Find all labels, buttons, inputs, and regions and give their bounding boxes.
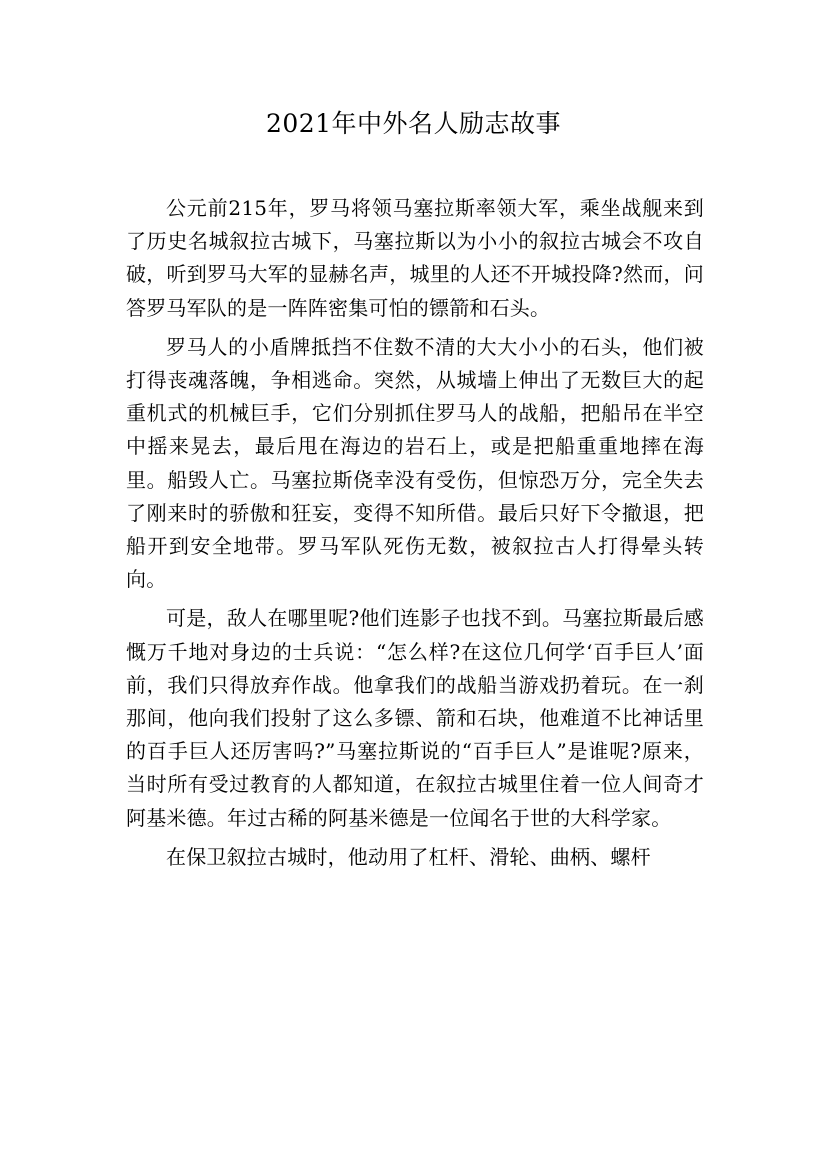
paragraph-2: 罗马人的小盾牌抵挡不住数不清的大大小小的石头，他们被打得丧魂落魄，争相逃命。突然，从城墙上伸出了无数巨大的起重机式的机械巨手，它们分别抓住罗马人的战船，把船吊在半空中摇来晃去，最后甩在海边的岩石上，或是把船重重地摔在海里。船毁人亡。马塞拉斯侥幸没有受伤，但惊恐万分，完全失去了刚来时的骄傲和狂妄，变得不知所借。最后只好下令撤退，把船开到安全地带。罗马军队死伤无数，被叙拉古人打得晕头转向。 <box>126 334 704 592</box>
paragraph-4: 在保卫叙拉古城时，他动用了杠杆、滑轮、曲柄、螺杆 <box>166 844 651 869</box>
paragraph-3: 可是，敌人在哪里呢?他们连影子也找不到。马塞拉斯最后感慨万千地对身边的士兵说：“怎么样?在这位几何学‘百手巨人’面前，我们只得放弃作战。他拿我们的战船当游戏扔着玩。在一刹那间，他向我们投射了这么多镖、箭和石块，他难道不比神话里的百手巨人还厉害吗?”马塞拉斯说的“百手巨人”是谁呢?原来，当时所有受过教育的人都知道，在叙拉古城里住着一位人间奇才阿基米德。年过古稀的阿基米德是一位闻名于世的大科学家。 <box>126 606 704 830</box>
paragraph-1: 公元前215年，罗马将领马塞拉斯率领大军，乘坐战舰来到了历史名城叙拉古城下，马塞拉斯以为小小的叙拉古城会不攻自破，听到罗马大军的显赫名声，城里的人还不开城投降?然而，问答罗马军队的是一阵阵密集可怕的镖箭和石头。 <box>126 196 704 320</box>
document-title: 2021年中外名人励志故事 <box>265 109 562 138</box>
document-body <box>126 192 704 880</box>
